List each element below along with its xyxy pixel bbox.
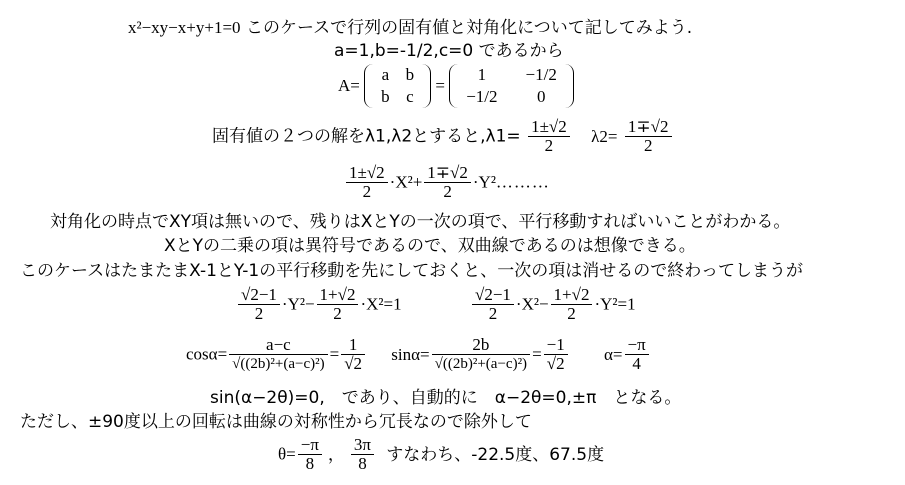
hyperbola-equation-a	[236, 286, 402, 323]
theta1-fraction	[298, 436, 322, 473]
eigenvalue-line	[212, 118, 674, 155]
term: ·Y²=1	[594, 294, 636, 314]
hyperbola-equation-b	[470, 286, 636, 323]
matrix-cell: −1/2	[466, 87, 498, 106]
sin-fraction	[432, 336, 530, 373]
fraction-denominator: 2	[333, 304, 342, 323]
equals: =	[329, 344, 340, 364]
sin-condition-line: sin(α−2θ)=0, であり、自動的に α−2θ=0,±π となる。	[210, 388, 682, 408]
coef-y-fraction	[424, 164, 471, 201]
fraction-denominator: √2	[344, 354, 363, 373]
fraction-denominator: 2	[567, 304, 576, 323]
matrix-cell: b	[381, 87, 390, 106]
curve-equation: x²−xy−x+y+1=0	[128, 18, 241, 37]
fraction-denominator: 2	[488, 304, 498, 323]
cos-label: cosα=	[186, 344, 228, 364]
matrix-cell: 0	[536, 87, 546, 106]
numeric-matrix	[449, 64, 574, 108]
paragraph-line: 対角化の時点でXY項は無いので、残りはXとYの一次の項で、平行移動すればいいことがわかる。	[50, 212, 791, 232]
matrix-line	[338, 64, 574, 108]
fraction-numerator: 1∓√2	[625, 118, 672, 137]
alpha-fraction	[625, 336, 649, 373]
matrix-cell: c	[406, 87, 414, 106]
matrix-label: A=	[338, 76, 360, 95]
fraction-denominator: 2	[643, 136, 653, 155]
fraction-numerator: 1	[341, 336, 365, 355]
fraction-denominator: 2	[362, 182, 372, 201]
fraction-numerator: −π	[625, 336, 649, 355]
fraction-denominator: 8	[305, 454, 315, 473]
coef-x-fraction	[346, 164, 388, 201]
sin-result-fraction	[544, 336, 568, 373]
lambda2-fraction	[625, 118, 672, 155]
term: ·X²=1	[360, 294, 402, 314]
exclusion-line: ただし、±90度以上の回転は曲線の対称性から冗長なので除外して	[20, 412, 532, 432]
fraction-denominator: 2	[443, 182, 452, 201]
fraction-numerator: −1	[544, 336, 568, 355]
paragraph-line: このケースはたまたまX-1とY-1の平行移動を先にしておくと、一次の項は消せるので終わってしまうが	[20, 261, 804, 281]
separator: ，	[327, 444, 345, 464]
coef-fraction	[317, 286, 359, 323]
matrix-eq: =	[435, 76, 445, 95]
paragraph-line: XとYの二乗の項は異符号であるので、双曲線であるのは想像できる。	[164, 236, 696, 256]
theta-degrees-text: すなわち、-22.5度、67.5度	[386, 444, 605, 465]
intro-line	[128, 18, 692, 38]
theta-label: θ=	[278, 444, 296, 464]
term: ·X²−	[515, 294, 549, 314]
coef-fraction	[472, 286, 514, 323]
eigen-text: 固有値の２つの解をλ1,λ2とすると,λ1=	[212, 126, 521, 147]
fraction-numerator: √2−1	[472, 286, 514, 305]
fraction-denominator: 8	[358, 454, 367, 473]
matrix-cell: b	[405, 65, 415, 84]
fraction-numerator: −π	[298, 436, 322, 455]
quadratic-form-line	[344, 164, 550, 201]
fraction-denominator: 2	[254, 304, 264, 323]
lambda2-label: λ2=	[591, 126, 618, 146]
fraction-numerator: 1∓√2	[424, 164, 471, 183]
sin-label: sinα=	[391, 344, 430, 364]
coef-fraction	[238, 286, 280, 323]
symbolic-matrix	[364, 64, 431, 108]
fraction-numerator: 1+√2	[317, 286, 359, 305]
coef-fraction	[551, 286, 593, 323]
fraction-numerator: 1±√2	[346, 164, 388, 183]
fraction-numerator: a−c	[229, 336, 327, 355]
fraction-numerator: √2−1	[238, 286, 280, 305]
fraction-denominator: √((2b)²+(a−c)²)	[434, 356, 528, 372]
coefficients-line: a=1,b=-1/2,c=0 であるから	[334, 41, 564, 61]
matrix-cell: −1/2	[525, 65, 557, 84]
equals: =	[532, 344, 542, 364]
fraction-denominator: 4	[632, 354, 641, 373]
lambda1-fraction	[528, 118, 570, 155]
fraction-numerator: 1±√2	[528, 118, 570, 137]
cos-result-fraction	[341, 336, 365, 373]
trig-line	[186, 336, 651, 373]
matrix-cell: 1	[477, 65, 487, 84]
fraction-denominator: √((2b)²+(a−c)²)	[232, 356, 325, 372]
fraction-numerator: 3π	[351, 436, 374, 455]
matrix-cell: a	[381, 65, 390, 84]
cos-fraction	[229, 336, 327, 373]
term: ·Y²−	[281, 294, 315, 314]
fraction-denominator: 2	[544, 136, 554, 155]
intro-text: このケースで行列の固有値と対角化について記してみよう.	[245, 18, 693, 38]
theta-line	[278, 436, 604, 473]
alpha-label: α=	[604, 344, 623, 364]
ellipsis: ………	[495, 172, 550, 192]
theta2-fraction	[351, 436, 374, 473]
y-term: ·Y²	[472, 172, 496, 192]
fraction-numerator: 2b	[432, 336, 530, 355]
fraction-numerator: 1+√2	[551, 286, 593, 305]
x-term: ·X²+	[389, 172, 423, 192]
fraction-denominator: √2	[546, 354, 565, 373]
